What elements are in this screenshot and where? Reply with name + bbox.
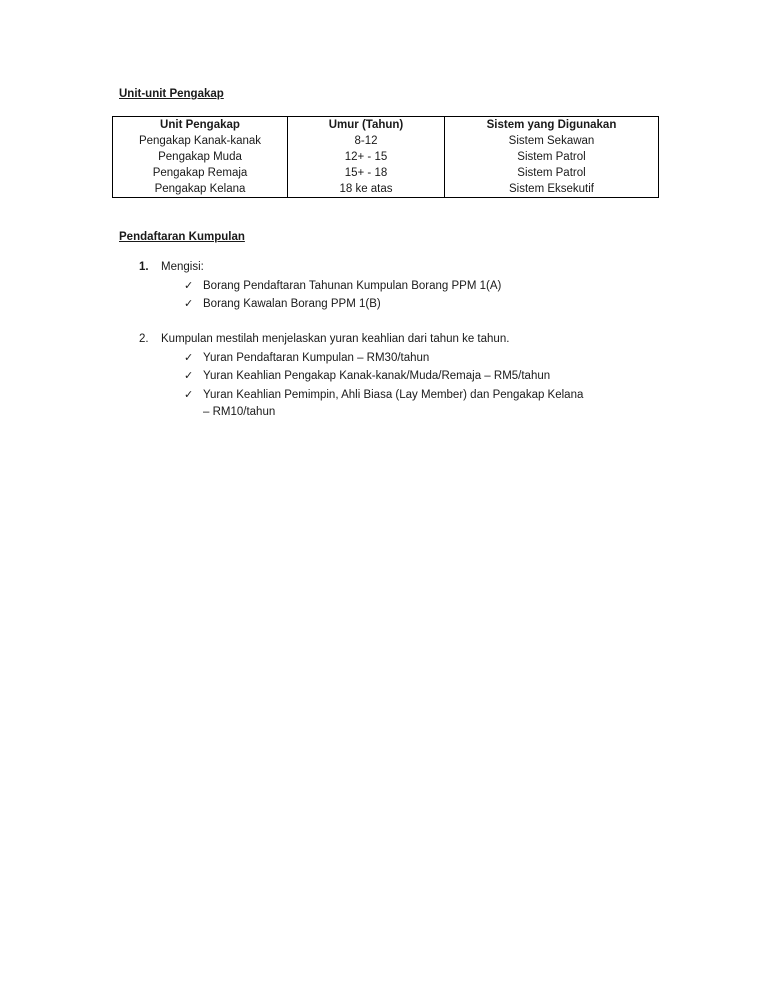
check-item-text: Yuran Keahlian Pemimpin, Ahli Biasa (Lay Member) dan Pengakap Kelana	[203, 389, 584, 401]
table-cell-unit: Pengakap Kelana	[113, 181, 288, 198]
check-item	[184, 351, 429, 364]
table-cell-system: Sistem Patrol	[445, 149, 659, 165]
table-cell-age: 15+ - 18	[288, 165, 445, 181]
table-cell-system: Sistem Sekawan	[445, 133, 659, 149]
check-mark-icon: ✓	[184, 279, 194, 292]
check-item-text: Borang Kawalan Borang PPM 1(B)	[203, 298, 381, 310]
check-mark-icon: ✓	[184, 351, 194, 364]
table-cell-unit: Pengakap Muda	[113, 149, 288, 165]
section-title-unit-unit-pengakap: Unit-unit Pengakap	[119, 88, 224, 100]
table-row	[113, 165, 659, 181]
list-number: 1.	[139, 261, 149, 273]
check-mark-icon: ✓	[184, 388, 194, 401]
check-item	[184, 369, 550, 382]
list-item-2	[139, 333, 509, 345]
check-item	[184, 388, 583, 401]
column-header-unit: Unit Pengakap	[113, 117, 288, 134]
check-item	[184, 279, 501, 292]
check-mark-icon: ✓	[184, 297, 194, 310]
table-cell-unit: Pengakap Kanak-kanak	[113, 133, 288, 149]
check-mark-icon: ✓	[184, 369, 194, 382]
table-cell-system: Sistem Patrol	[445, 165, 659, 181]
table-row	[113, 181, 659, 198]
table-cell-unit: Pengakap Remaja	[113, 165, 288, 181]
check-item-text: Yuran Keahlian Pengakap Kanak-kanak/Muda/Remaja – RM5/tahun	[203, 370, 551, 382]
list-item-text: Mengisi:	[161, 261, 204, 273]
column-header-age: Umur (Tahun)	[288, 117, 445, 134]
column-header-system: Sistem yang Digunakan	[445, 117, 659, 134]
check-item-text: Borang Pendaftaran Tahunan Kumpulan Borang PPM 1(A)	[203, 280, 502, 292]
list-item-text: Kumpulan mestilah menjelaskan yuran keahlian dari tahun ke tahun.	[161, 333, 510, 345]
check-item	[184, 297, 381, 310]
table-row	[113, 149, 659, 165]
section-title-pendaftaran-kumpulan: Pendaftaran Kumpulan	[119, 231, 245, 243]
table-cell-age: 12+ - 15	[288, 149, 445, 165]
table-row	[113, 133, 659, 149]
scout-units-table	[112, 116, 659, 198]
table-cell-system: Sistem Eksekutif	[445, 181, 659, 198]
list-number: 2.	[139, 333, 149, 345]
list-item-1	[139, 261, 204, 273]
table-cell-age: 18 ke atas	[288, 181, 445, 198]
check-item-text: Yuran Pendaftaran Kumpulan – RM30/tahun	[203, 352, 430, 364]
table-cell-age: 8-12	[288, 133, 445, 149]
table-header-row	[113, 117, 659, 134]
check-item-continuation: – RM10/tahun	[203, 406, 276, 418]
